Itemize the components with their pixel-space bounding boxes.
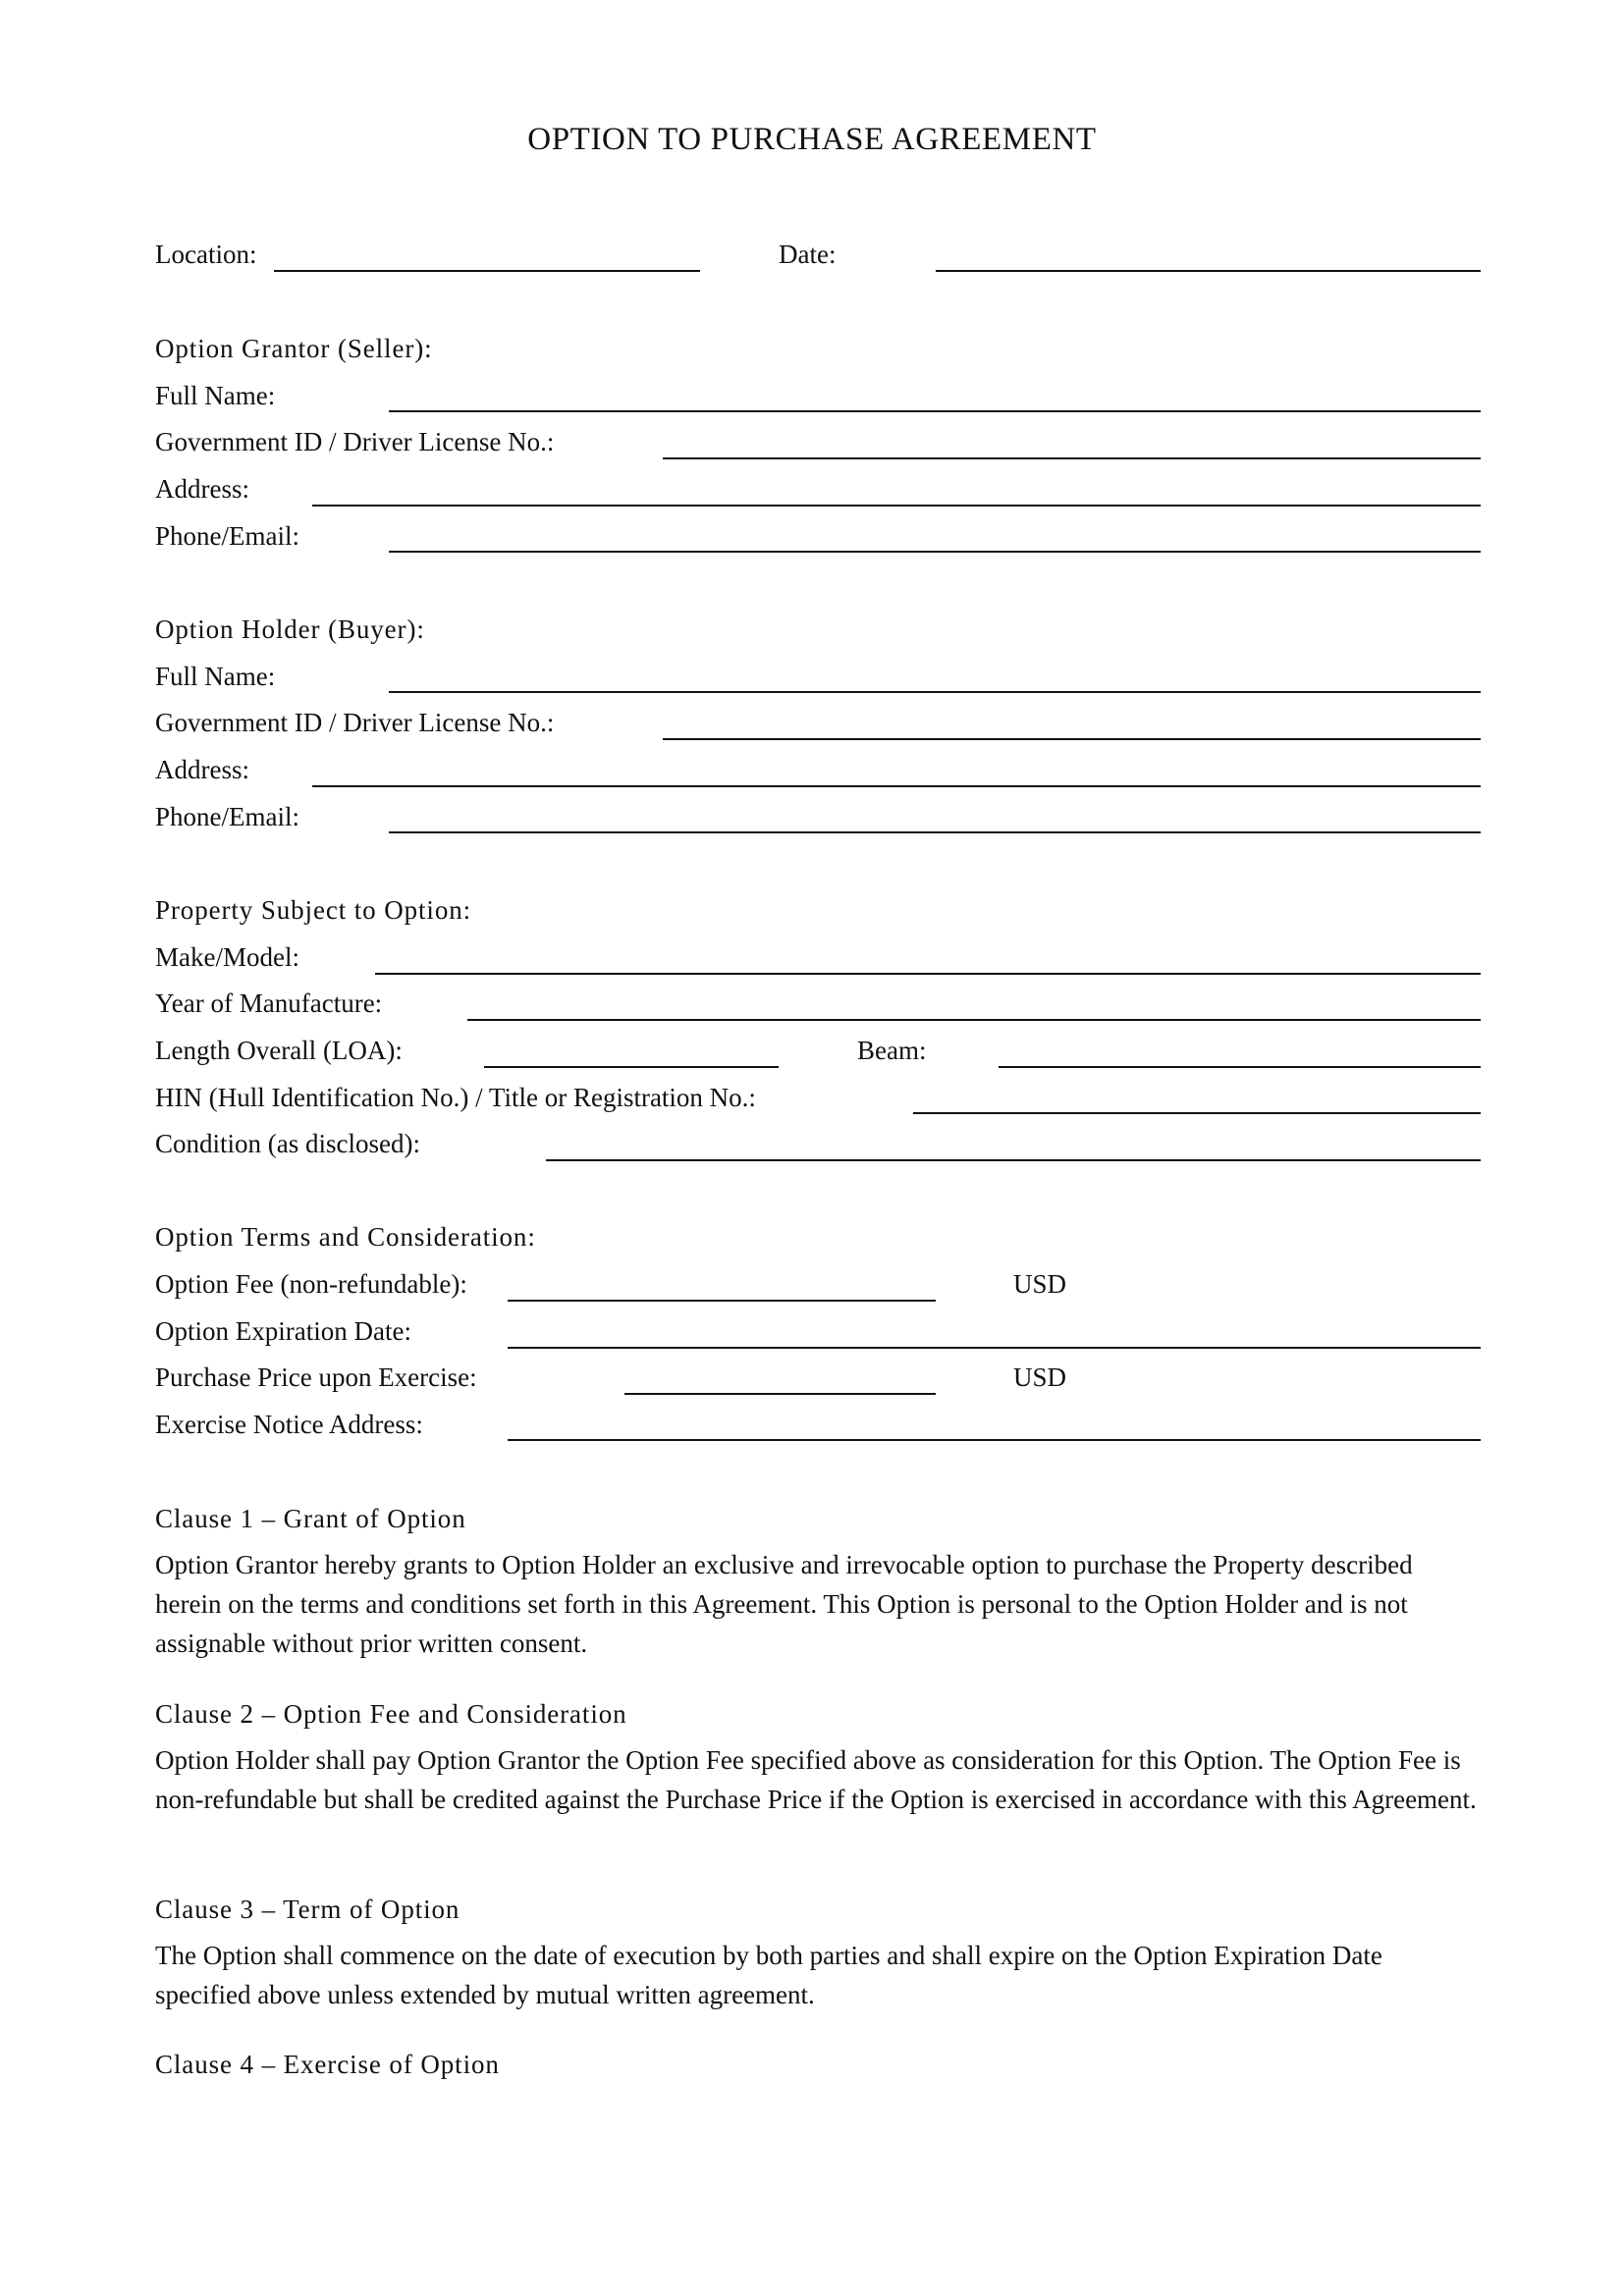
grantor-phone-label: Phone/Email: [155,521,299,551]
holder-phone-label: Phone/Email: [155,802,299,831]
purchase-price-label: Purchase Price upon Exercise: [155,1362,477,1392]
document-title: OPTION TO PURCHASE AGREEMENT [527,122,1097,157]
grantor-id-field[interactable] [663,457,1481,459]
clause-1-body: Option Grantor hereby grants to Option Holder an exclusive and irrevocable option to purchase the Property described herein on the terms and conditions set forth in this Agreement. This Option is personal to the Option Holder and is not assignable without prior written consent. [155,1550,1413,1658]
holder-id-label: Government ID / Driver License No.: [155,708,555,737]
grantor-address-label: Address: [155,474,249,504]
clause-1-heading: Clause 1 – Grant of Option [155,1504,466,1533]
clause-2-heading: Clause 2 – Option Fee and Consideration [155,1699,627,1729]
holder-full-name-field[interactable] [389,691,1481,693]
holder-address-field[interactable] [312,785,1481,787]
clause-2-body: Option Holder shall pay Option Grantor the Option Fee specified above as consideration for this Option. The Option Fee is non-refundable but shall be credited against the Purchase Price if the Option is exercised in accordance with this Agreement. [155,1745,1477,1814]
holder-heading: Option Holder (Buyer): [155,614,425,644]
hin-label: HIN (Hull Identification No.) / Title or Registration No.: [155,1083,756,1112]
location-field[interactable] [274,270,700,272]
grantor-phone-field[interactable] [389,551,1481,553]
purchase-price-currency: USD [1013,1362,1067,1392]
holder-id-field[interactable] [663,738,1481,740]
grantor-full-name-label: Full Name: [155,381,276,410]
year-label: Year of Manufacture: [155,988,383,1018]
loa-field[interactable] [484,1066,779,1068]
grantor-address-field[interactable] [312,505,1481,507]
condition-field[interactable] [546,1159,1481,1161]
holder-full-name-label: Full Name: [155,662,276,691]
purchase-price-field[interactable] [624,1393,936,1395]
clause-3-body: The Option shall commence on the date of execution by both parties and shall expire on the Option Expiration Date specified above unless extended by mutual written agreement. [155,1941,1382,2009]
date-label: Date: [779,240,837,269]
hin-field[interactable] [913,1112,1481,1114]
expiration-field[interactable] [508,1347,1481,1349]
date-field[interactable] [936,270,1481,272]
loa-label: Length Overall (LOA): [155,1036,403,1065]
beam-field[interactable] [999,1066,1481,1068]
grantor-id-label: Government ID / Driver License No.: [155,427,555,456]
beam-label: Beam: [857,1036,927,1065]
make-model-field[interactable] [375,973,1481,975]
location-label: Location: [155,240,257,269]
expiration-label: Option Expiration Date: [155,1316,411,1346]
clause-4-heading: Clause 4 – Exercise of Option [155,2050,500,2079]
option-fee-currency: USD [1013,1269,1067,1299]
terms-heading: Option Terms and Consideration: [155,1222,536,1252]
notice-address-label: Exercise Notice Address: [155,1410,423,1439]
grantor-heading: Option Grantor (Seller): [155,334,433,363]
condition-label: Condition (as disclosed): [155,1129,420,1158]
year-field[interactable] [467,1019,1481,1021]
holder-address-label: Address: [155,755,249,784]
grantor-full-name-field[interactable] [389,410,1481,412]
notice-address-field[interactable] [508,1439,1481,1441]
option-fee-label: Option Fee (non-refundable): [155,1269,467,1299]
clause-3-heading: Clause 3 – Term of Option [155,1895,460,1924]
option-fee-field[interactable] [508,1300,936,1302]
property-heading: Property Subject to Option: [155,895,472,925]
make-model-label: Make/Model: [155,942,299,972]
holder-phone-field[interactable] [389,831,1481,833]
